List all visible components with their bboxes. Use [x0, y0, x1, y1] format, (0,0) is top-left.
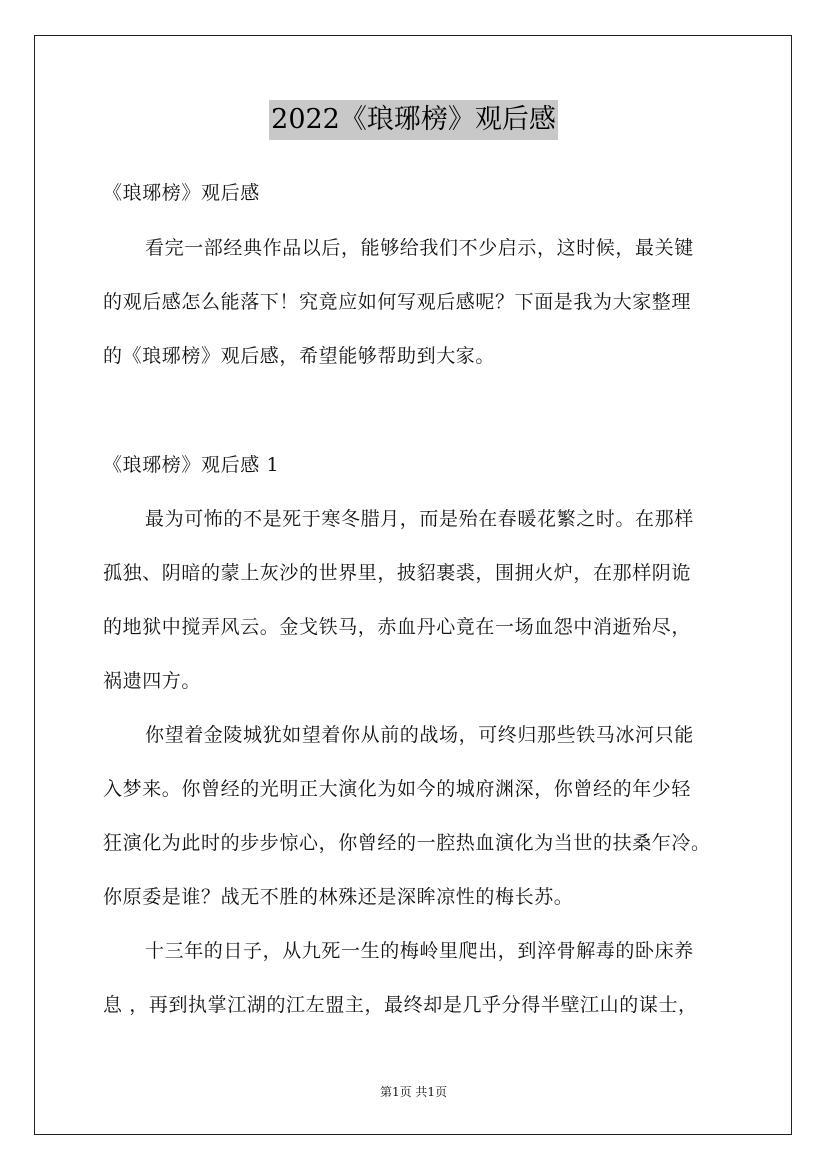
paragraph-line: 入梦来。你曾经的光明正大演化为如今的城府渊深，你曾经的年少轻: [103, 778, 692, 800]
paragraph-line: 祸遗四方。: [103, 670, 202, 692]
paragraph-line: 狂演化为此时的步步惊心，你曾经的一腔热血演化为当世的扶桑乍冷。: [103, 832, 711, 854]
paragraph-line: 的地狱中搅弄风云。金戈铁马，赤血丹心竟在一场血怨中消逝殆尽，: [103, 616, 692, 638]
paragraph-line: 你原委是谁？战无不胜的林殊还是深眸凉性的梅长苏。: [103, 886, 574, 908]
document-title: 2022《琅琊榜》观后感: [269, 100, 558, 140]
paragraph-line: 你望着金陵城犹如望着你从前的战场，可终归那些铁马冰河只能: [145, 724, 694, 746]
paragraph-line: 十三年的日子，从九死一生的梅岭里爬出，到淬骨解毒的卧床养: [145, 940, 694, 962]
paragraph-line: 息 ，再到执掌江湖的江左盟主，最终却是几乎分得半壁江山的谋士，: [103, 994, 698, 1016]
section-heading: 《琅琊榜》观后感 1: [103, 454, 280, 476]
intro-line: 的观后感怎么能落下！究竟应如何写观后感呢？下面是我为大家整理: [103, 291, 692, 313]
paragraph-line: 最为可怖的不是死于寒冬腊月，而是殆在春暖花繁之时。在那样: [145, 508, 694, 530]
intro-line: 的《琅琊榜》观后感，希望能够帮助到大家。: [103, 345, 496, 367]
subheading: 《琅琊榜》观后感: [103, 182, 260, 204]
document-title-wrap: [0, 100, 827, 140]
page-footer: 第1页 共1页: [379, 1085, 448, 1099]
paragraph-line: 孤独、阴暗的蒙上灰沙的世界里，披貂裹裘，围拥火炉，在那样阴诡: [103, 562, 692, 584]
intro-line: 看完一部经典作品以后，能够给我们不少启示，这时候，最关键: [145, 237, 694, 259]
